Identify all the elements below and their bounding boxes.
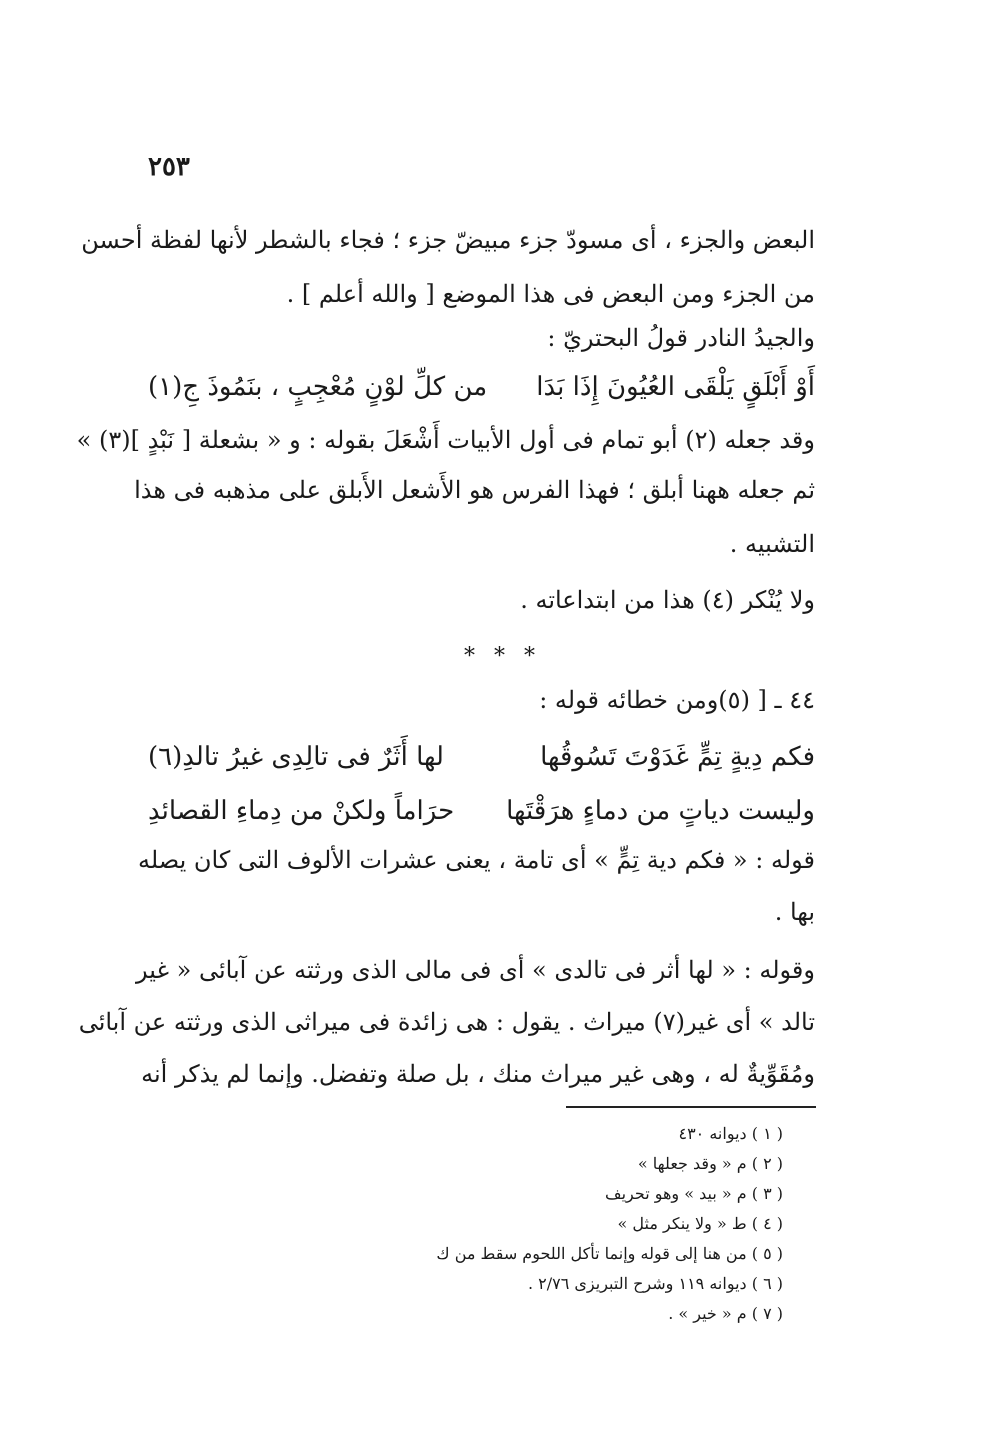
footnote-7: ( ٧ ) م « خير » . — [668, 1304, 783, 1323]
body-line-5: ثم جعله ههنا أبلق ؛ فهذا الفرس هو الأَشعل الأَبلق على مذهبه فى هذا — [134, 476, 815, 504]
footnote-1: ( ١ ) ديوانه ٤٣٠ — [678, 1124, 783, 1143]
footnote-5: ( ٥ ) من هنا إلى قوله وإنما تأكل اللحوم سقط من ك — [436, 1244, 783, 1263]
body-line-10: وقوله : « لها أثر فى تالدى » أى فى مالى الذى ورثته عن آبائى « غير — [136, 956, 815, 984]
body-line-2: من الجزء ومن البعض فى هذا الموضع [ والله أعلم ] . — [286, 280, 815, 308]
body-line-4: وقد جعله (٢) أبو تمام فى أول الأبيات أَشْعَلَ بقوله : و « بشعلة [ نَبْدٍ ](٣) » — [76, 426, 815, 454]
footnote-3: ( ٣ ) م « بيد » وهو تحريف — [605, 1184, 783, 1203]
verse-2-second-hemistich: لها أَثَرٌ فى تالِدِى غيرُ تالدِ(٦) — [148, 742, 444, 772]
body-line-9: بها . — [774, 898, 815, 926]
verse-1-first-hemistich: أَوْ أَبْلَقٍ يَلْقَى العُيُونَ إِذَا بَدَا — [536, 372, 815, 402]
footnote-divider — [566, 1106, 816, 1108]
body-line-8: قوله : « فكم دية تِمٍّ » أى تامة ، يعنى عشرات الألوف التى كان يصله — [137, 846, 815, 874]
body-line-11: تالد » أى غير(٧) ميراث . يقول : هى زائدة فى ميراثى الذى ورثته عن آبائى — [78, 1008, 815, 1036]
section-separator: * * * — [464, 644, 541, 669]
body-line-3: والجيدُ النادر قولُ البحتريّ : — [547, 324, 815, 352]
verse-1-second-hemistich: من كلِّ لوْنٍ مُعْجِبٍ ، بنَمُوذَ جِ(١) — [148, 372, 488, 402]
verse-2-first-hemistich: فكم دِيةٍ تِمٍّ غَدَوْتَ تَسُوقُها — [540, 742, 815, 772]
footnote-6: ( ٦ ) ديوانه ١١٩ وشرح التبريزى ٢/٧٦ . — [527, 1274, 783, 1293]
section-heading: ٤٤ ـ [ (٥)ومن خطائه قوله : — [539, 686, 815, 714]
verse-3-first-hemistich: وليست دياتٍ من دماءٍ هرَقْتَها — [506, 796, 815, 826]
footnote-4: ( ٤ ) ط « ولا ينكر مثل » — [617, 1214, 783, 1233]
page-number: ٢٥٣ — [148, 152, 190, 182]
footnote-2: ( ٢ ) م « وقد جعلها » — [637, 1154, 783, 1173]
body-line-6: التشبيه . — [729, 530, 815, 558]
body-line-1: البعض والجزء ، أى مسودّ جزء مبيضّ جزء ؛ فجاء بالشطر لأنها لفظة أحسن — [81, 226, 815, 254]
body-line-12: ومُقَوِّيةٌ له ، وهى غير ميراث منك ، بل صلة وتفضل. وإنما لم يذكر أنه — [141, 1060, 815, 1088]
body-line-7: ولا يُنْكر (٤) هذا من ابتداعاته . — [520, 586, 815, 614]
verse-3-second-hemistich: حرَاماً ولكنْ من دِماءِ القصائدِ — [148, 796, 455, 826]
